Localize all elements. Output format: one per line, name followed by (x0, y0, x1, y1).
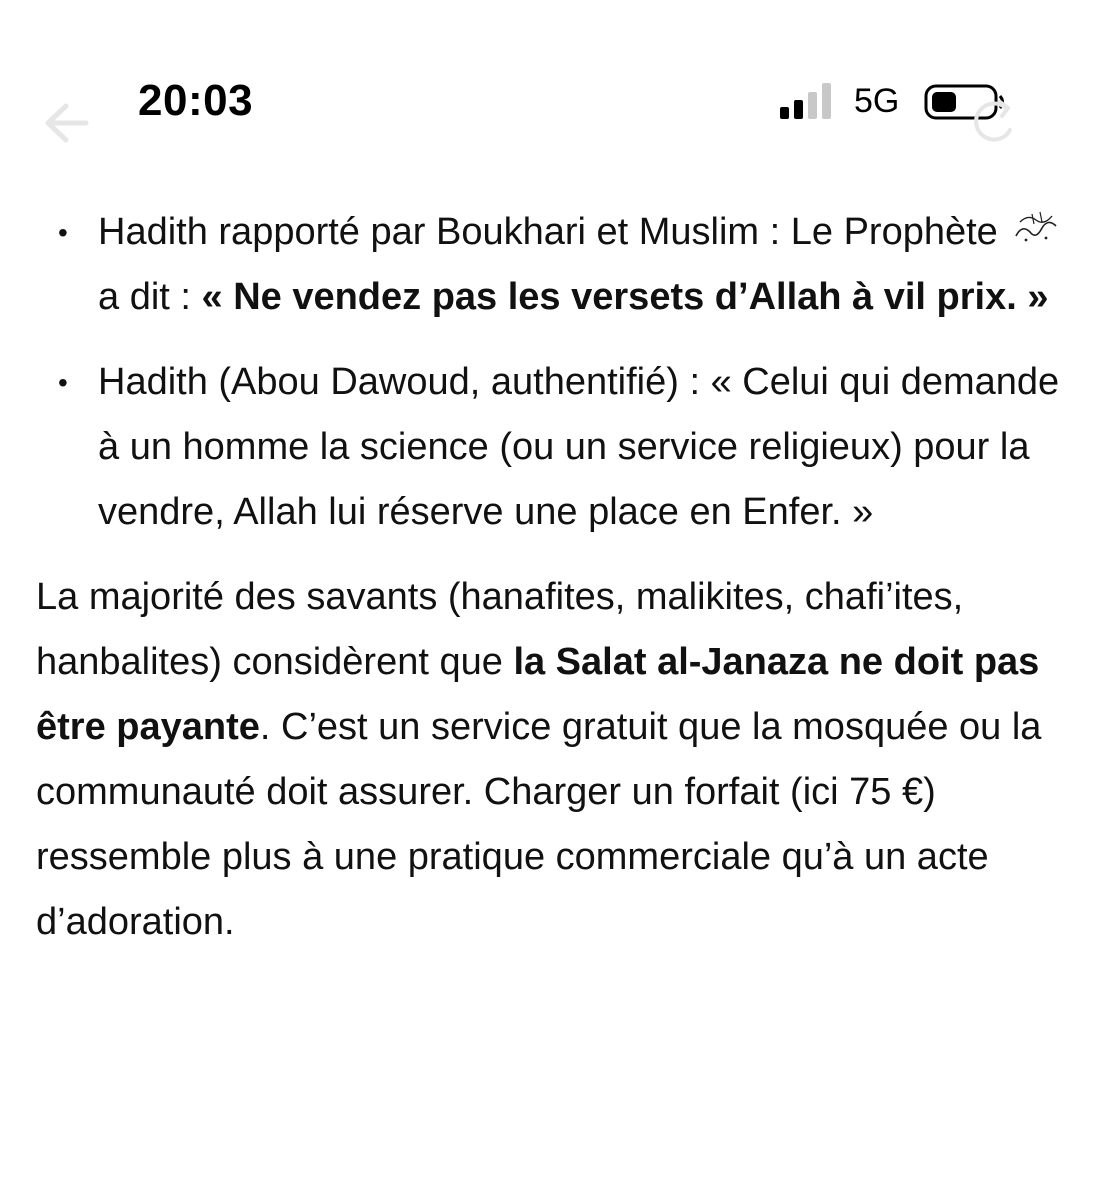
bullet-dot: • (58, 217, 68, 248)
message-body (36, 200, 1066, 955)
bullet-dot: • (58, 367, 68, 398)
salawat-ligature-icon (1012, 210, 1060, 246)
status-time: 20:03 (138, 76, 254, 125)
list-item (36, 350, 1066, 545)
status-bar (0, 0, 1096, 150)
hadith-1-intro: Hadith rapporté par Boukhari et Muslim : Le Prophète (98, 211, 1009, 253)
conclusion-intro: La majorité des savants (hanafites, malikites, chafi’ites, hanbalites) considèrent que (36, 576, 964, 683)
hadith-list (36, 200, 1066, 545)
hadith-2-text: Hadith (Abou Dawoud, authentifié) : « Celui qui demande à un homme la science (ou un service religieux) pour la vendre, Allah lui réserve une place en Enfer. » (98, 361, 1060, 533)
network-type-label: 5G (854, 82, 900, 120)
list-item (36, 200, 1066, 330)
back-arrow-icon[interactable] (40, 100, 90, 146)
conclusion-emphasis: la Salat al-Janaza ne doit pas être payante (36, 641, 1040, 748)
cellular-signal-icon (778, 83, 838, 119)
conclusion-rest: . C’est un service gratuit que la mosquée ou la communauté doit assurer. Charger un forfait (ici 75 €) ressemble plus à une pratique commerciale qu’à un acte d’adoration. (36, 706, 1042, 943)
refresh-icon[interactable] (966, 96, 1022, 146)
hadith-1-middle: a dit : (98, 276, 202, 318)
hadith-1-quote: « Ne vendez pas les versets d’Allah à vil prix. » (201, 276, 1049, 318)
conclusion-paragraph (36, 565, 1066, 955)
